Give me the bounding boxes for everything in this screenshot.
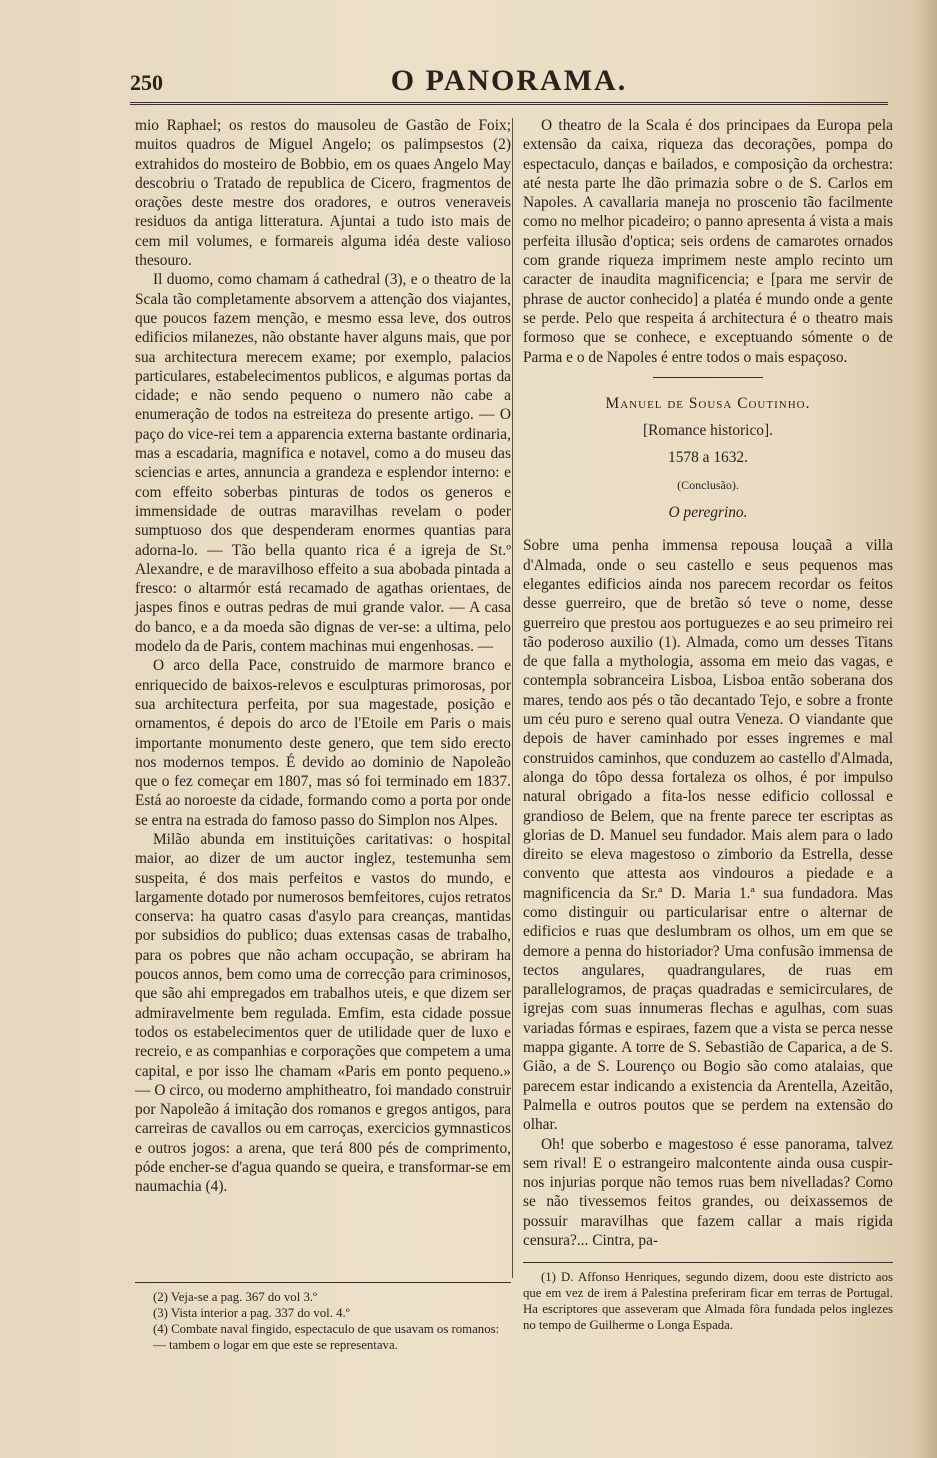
left-column <box>135 116 511 1197</box>
paragraph: Il duomo, como chamam á cathedral (3), e o theatro de la Scala tão completamente absorvem a attenção dos viajantes, que poucos fazem menção, e mesmo essa leve, dos outros edificios milanezes, não obstante haver alguns mais, que por sua architectura merecem exame; por exemplo, palacios particulares, estabelecimentos publicos, e algumas portas da cidade; e não sendo pequeno o numero não cabe a enumeração de todos na estreiteza do presente artigo. — O paço do vice-rei tem a apparencia externa bastante ordinaria, mas a escadaria, magnifica e notavel, como a do museu das sciencias e artes, annuncia a grandeza e esplendor interno: e com effeito soberbas pinturas de todos os generos e immensidade de outras maravilhas revelam o poder sumptuoso dos que despenderam enormes quantias para adorna-lo. — Tão bella quanto rica é a igreja de St.º Alexandre, e de maravilhoso effeito a sua abobada pintada a fresco: o altarmór está recamado de agathas orientaes, de jaspes finos e outras pedras de mui grande valor. — A casa do banco, e a da moeda são dignas de ver-se: a ultima, pelo modelo da de Paris, contem machinas mui engenhosas. — <box>135 271 511 656</box>
article-note: (Conclusão). <box>677 477 739 492</box>
paragraph: Oh! que soberbo e magestoso é esse panorama, talvez sem rival! E o estrangeiro malcontente ainda ousa cuspir-nos injurias porque não temos ruas bem nivelladas? Como se não tivessemos feitos grandes, ou deixassemos de possuir maravilhas que fazem callar a mais rigida censura?... Cintra, pa- <box>523 1135 893 1250</box>
article-subtitle: [Romance historico]. <box>643 422 773 440</box>
footnote: (4) Combate naval fingido, espectaculo de que usavam os romanos: — tambem o logar em que este se representava. <box>153 1322 500 1352</box>
page-header <box>130 62 888 102</box>
left-footnotes <box>135 1282 511 1353</box>
right-footnotes <box>523 1262 893 1333</box>
article-dates: 1578 a 1632. <box>668 449 748 467</box>
page-edge-shadow <box>915 0 937 1458</box>
footnote: (3) Vista interior a pag. 337 do vol. 4.º <box>153 1306 350 1320</box>
section-rule <box>653 377 763 378</box>
footnote: (2) Veja-se a pag. 367 do vol 3.º <box>153 1290 318 1304</box>
article-title: Manuel de Sousa Coutinho. <box>605 394 811 412</box>
paragraph: Milão abunda em instituições caritativas: o hospital maior, ao dizer de um auctor inglez, testemunha sem suspeita, é dos mais perfeitos e vastos do mundo, e largamente dotado por numerosos bemfeitores, cujos retratos conserva: ha quatro casas d'asylo para creanças, mantidas por subsidios do publico; duas extensas casas de trabalho, para os pobres que não acham occupação, se abriram ha poucos annos, bem como uma de correcção para criminosos, que são ahi empregados em trabalhos uteis, e que dizem ser admiravelmente bem regulada. Emfim, esta cidade possue todos os estabelecimentos quer de utilidade quer de luxo e recreio, e as companhias e corporações que competem a uma capital, e por isso lhe chamam «Paris em ponto pequeno.» — O circo, ou moderno amphitheatro, foi mandado construir por Napoleão á imitação dos romanos e gregos antigos, para carreiras de cavallos ou em carroças, exercicios gymnasticos e outros jogos: a arena, que terá 800 pés de comprimento, póde encher-se d'agua quando se queira, e transformar-se em naumachia (4). <box>135 830 511 1196</box>
page-title: O PANORAMA. <box>390 64 628 97</box>
section-title: O peregrino. <box>668 504 748 522</box>
paragraph: O arco della Pace, construido de marmore branco e enriquecido de baixos-relevos e esculpturas primorosas, por sua architectura perfeita, por sua magestade, posição e ornamentos, é depois do arco de l'Etoile em Paris o mais importante monumento deste genero, que tem sido erecto nos modernos tempos. É devido ao dominio de Napoleão que o fez começar em 1807, mas só foi terminado em 1837. Está ao noroeste da cidade, formando como a porta por onde se entra na estrada do famoso passo do Simplon nos Alpes. <box>135 657 511 829</box>
right-column <box>523 116 893 1250</box>
paragraph: mio Raphael; os restos do mausoleu de Gastão de Foix; muitos quadros de Miguel Angelo; os palimpsestos (2) extrahidos do mosteiro de Bobbio, em os quaes Angelo May descobriu o Tratado de republica de Cicero, fragmentos de orações deste mestre dos oradores, e outros veneraveis residuos da antiga litteratura. Ajuntai a tudo isto mais de cem mil volumes, e formareis alguma idéa deste valioso thesouro. <box>135 117 511 270</box>
footnote: (1) D. Affonso Henriques, segundo dizem, doou este districto aos que em vez de irem á Palestina preferiram ficar em terras de Portugal. Ha escriptores que asseveram que Almada fôra fundada pelos inglezes no tempo de Guilherme o Longa Espada. <box>523 1270 893 1332</box>
paragraph: O theatro de la Scala é dos principaes da Europa pela extensão da caixa, riqueza das decorações, pompa do espectaculo, danças e bailados, e composição da orchestra: até nesta parte lhe dão primazia sobre o de S. Carlos em Napoles. A cavallaria maneja no proscenio tão facilmente como no melhor picadeiro; o panno apresenta á vista a mais perfeita illusão d'optica; seis ordens de camarotes ornados com grande riqueza imprimem neste amplo recinto um caracter de inaudita magnificencia; e [para me servir de phrase de auctor conhecido] a platéa é mundo onde a gente se perde. Pelo que respeita á architectura é o theatro mais formoso que se conhece, e exceptuando sómente o de Parma e o de Napoles é entre todos o mais espaçoso. <box>523 117 893 366</box>
paragraph: Sobre uma penha immensa repousa louçaã a villa d'Almada, onde o seu castello e seus pequenos mas elegantes edificios ainda nos parecem recordar os feitos desse guerreiro, que de bretão só teve o nome, desse guerreiro que prestou aos portuguezes e ao seu primeiro rei tão poderoso auxilio (1). Almada, como um desses Titans de que falla a mythologia, assoma em meio das vagas, e contempla sobranceira Lisboa, Lisboa então soberana dos mares, tendo aos pés o tão decantado Tejo, e sobre a fronte um céu puro e sereno qual outra Veneza. O viandante que depois de haver caminhado por esses ingremes e mal construidos caminhos, que conduzem ao castello d'Almada, alonga do tôpo dessa fortaleza os olhos, é por impulso natural obrigado a fita-los nesse edificio collossal e grandioso de Belem, que na frente parece ter escriptas as glorias de D. Manuel seu fundador. Mais alem para o lado direito se eleva magestoso o zimborio da Estrella, desse convento que attesta aos vindouros a piedade e a magnificencia da Sr.ª D. Maria 1.ª sua fundadora. Mas como distinguir ou particularisar entre o alternar de edificios e ruas que deslumbram os olhos, um em que se demore a penna do historiador? Uma confusão immensa de tectos angulares, quadrangulares, de ruas em parallelogramos, de praças quadradas e semicirculares, de igrejas com suas innumeras flechas e agulhas, com suas variadas fórmas e espiraes, fazem que a vista se perca nesse mappa gigante. A torre de S. Sebastião de Caparica, a de S. Gião, a de S. Lourenço ou Bogio são como atalaias, que parecem estar indicando a existencia da Arentella, Azeitão, Palmella e outros poutos que se perdem na extensão do olhar. <box>523 537 893 1134</box>
footnote-rule <box>523 1262 893 1263</box>
header-rule <box>130 102 888 105</box>
page-number: 250 <box>130 70 163 95</box>
footnote-rule <box>135 1282 511 1283</box>
column-divider <box>512 118 513 1278</box>
